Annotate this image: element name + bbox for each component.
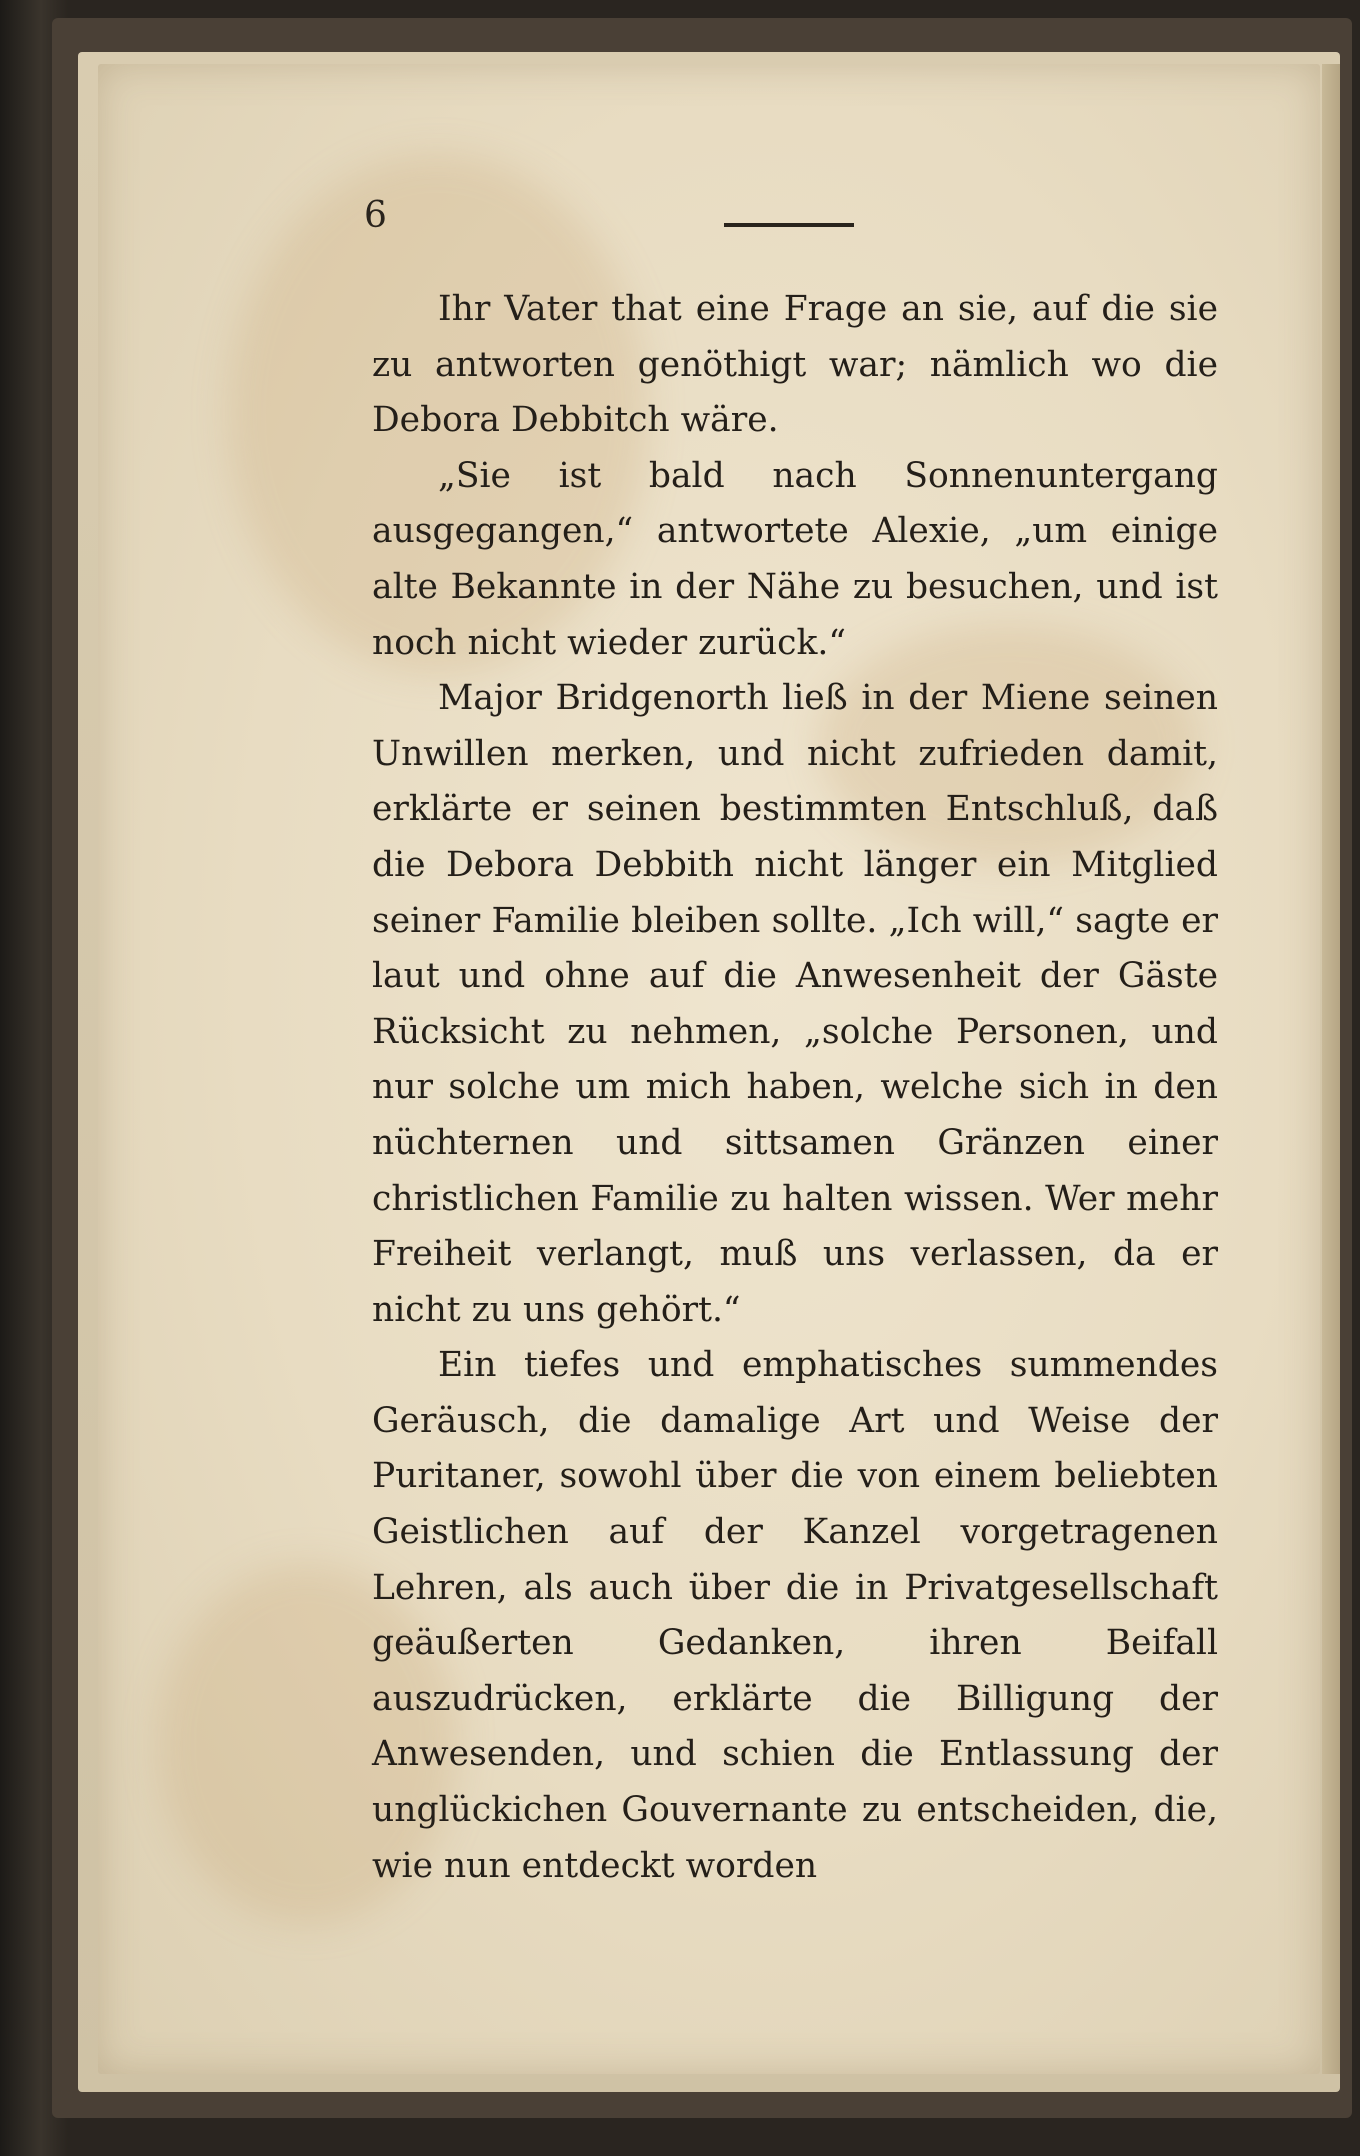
header-rule	[724, 223, 854, 227]
paragraph: „Sie ist bald nach Sonnenuntergang ausgegangen,“ antwortete Alexie, „um einige alte Bekannte in der Nähe zu besuchen, und ist noch nicht wieder zurück.“	[372, 455, 1218, 663]
next-page-edge	[1322, 64, 1340, 2074]
body-text	[372, 282, 1218, 1894]
paragraph: Major Bridgenorth ließ in der Miene seinen Unwillen merken, und nicht zufrieden damit, erklärte er seinen bestimmten Entschluß, daß die Debora Debbith nicht länger ein Mitglied seiner Familie bleiben sollte. „Ich will,“ sagte er laut und ohne auf die Anwesenheit der Gäste Rücksicht zu nehmen, „solche Personen, und nur solche um mich haben, welche sich in den nüchternen und sittsamen Gränzen einer christlichen Familie zu halten wissen. Wer mehr Freiheit verlangt, muß uns verlassen, da er nicht zu uns gehört.“	[372, 678, 1218, 1330]
paragraph: Ihr Vater that eine Frage an sie, auf die sie zu antworten genöthigt war; nämlich wo die Debora Debbitch wäre.	[372, 289, 1218, 441]
paragraph: Ein tiefes und emphatisches summendes Geräusch, die damalige Art und Weise der Puritaner, sowohl über die von einem beliebten Geistlichen auf der Kanzel vorgetragenen Lehren, als auch über die in Privatgesellschaft geäußerten Gedanken, ihren Beifall auszudrücken, erklärte die Billigung der Anwesenden, und schien die Entlassung der unglückichen Gouvernante zu entscheiden, die, wie nun entdeckt worden	[372, 1345, 1218, 1886]
page-number: 6	[364, 195, 387, 236]
